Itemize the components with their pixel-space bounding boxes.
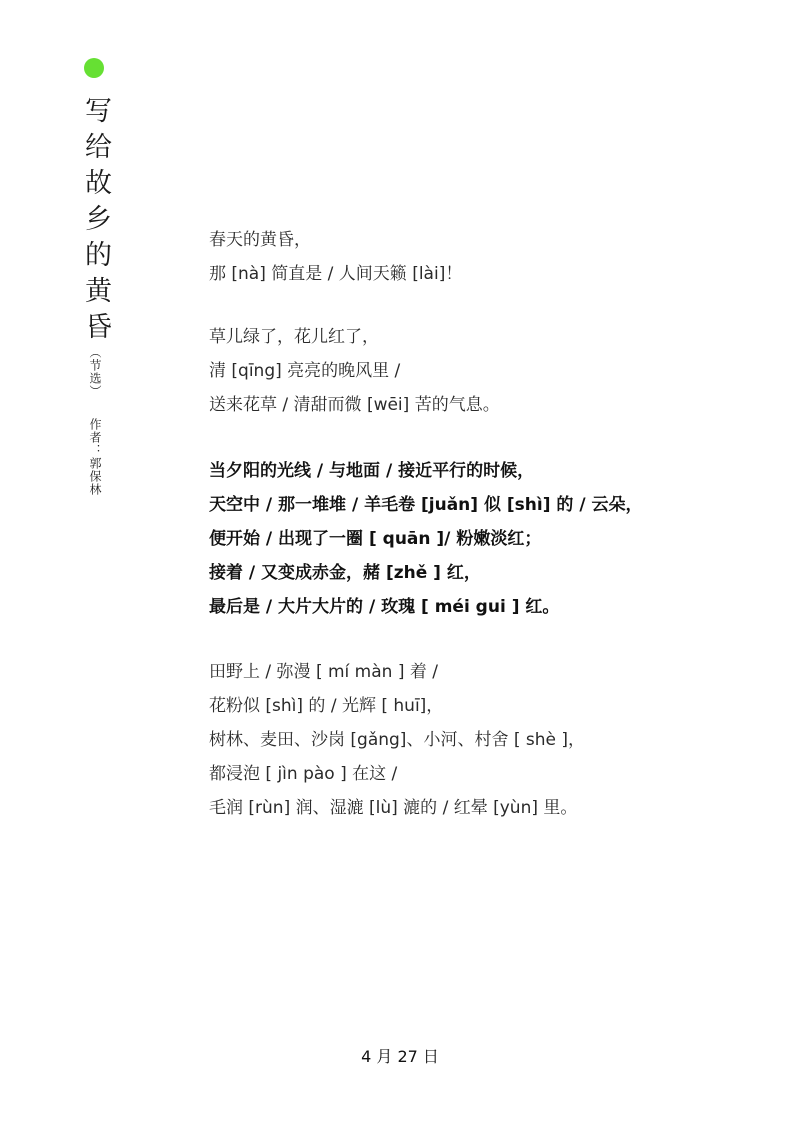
- poem-line: 春天的黄昏，: [209, 230, 311, 250]
- poem-line: 草儿绿了，花儿红了，: [209, 327, 379, 347]
- page-date: 4 月 27 日: [361, 1047, 439, 1066]
- poem-line: 清 [qīng] 亮亮的晚风里 /: [209, 361, 401, 381]
- poem-line: 都浸泡 [ jìn pào ] 在这 /: [209, 764, 398, 784]
- stanza-3: [209, 454, 769, 624]
- page-title: 写给故乡的黄昏: [80, 96, 111, 348]
- author-credit: 作者：郭保林: [88, 418, 102, 496]
- stanza-2: [209, 320, 769, 422]
- green-dot-icon: [84, 58, 104, 78]
- poem-line: 天空中 / 那一堆堆 / 羊毛卷 [juǎn] 似 [shì] 的 / 云朵，: [209, 495, 643, 515]
- poem-line: 接着 / 又变成赤金，赭 [zhě ] 红，: [209, 563, 481, 583]
- stanza-4: [209, 655, 769, 825]
- poem-line: 送来花草 / 清甜而微 [wēi] 苦的气息。: [209, 395, 500, 415]
- poem-line: 田野上 / 弥漫 [ mí màn ] 着 /: [209, 662, 438, 682]
- poem-line: 最后是 / 大片大片的 / 玫瑰 [ méi gui ] 红。: [209, 597, 560, 617]
- stanza-1: [209, 223, 769, 291]
- poem-line: 那 [nà] 简直是 / 人间天籁 [lài]！: [209, 264, 463, 284]
- title-subtitle: （节选）: [88, 346, 102, 398]
- poem-line: 树林、麦田、沙岗 [gǎng]、小河、村舍 [ shè ]，: [209, 730, 586, 750]
- poem-line: 便开始 / 出现了一圈 [ quān ]/ 粉嫩淡红；: [209, 529, 542, 549]
- poem-line: 毛润 [rùn] 润、湿漉 [lù] 漉的 / 红晕 [yùn] 里。: [209, 798, 578, 818]
- poem-line: 花粉似 [shì] 的 / 光辉 [ huī]，: [209, 696, 444, 716]
- poem-line: 当夕阳的光线 / 与地面 / 接近平行的时候，: [209, 461, 535, 481]
- poem-body: [209, 223, 769, 857]
